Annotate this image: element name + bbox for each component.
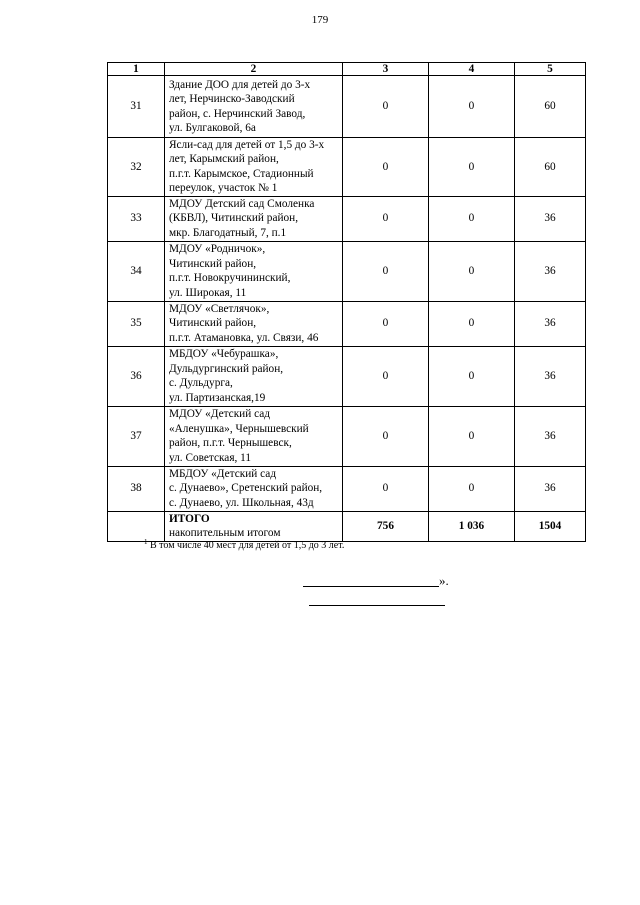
institution-name-cell <box>165 241 343 301</box>
table-row <box>108 346 586 406</box>
table-row <box>108 466 586 511</box>
value-cell-c5: 36 <box>515 346 586 406</box>
value-cell-c3: 0 <box>343 301 429 346</box>
institution-name-cell <box>165 346 343 406</box>
institution-name-line: Здание ДОО для детей до 3-х <box>169 78 311 91</box>
total-num-cell <box>108 511 165 541</box>
institution-name-line: ул. Советская, 11 <box>169 451 252 464</box>
institution-name-cell <box>165 466 343 511</box>
institution-name-line: ул. Булгаковой, 6а <box>169 121 256 134</box>
value-cell-c3: 0 <box>343 138 429 197</box>
value-cell-c5: 60 <box>515 76 586 138</box>
header-col-1: 1 <box>108 63 165 76</box>
row-number-cell: 31 <box>108 76 165 138</box>
institution-name-line: район, п.г.т. Чернышевск, <box>169 437 292 450</box>
table-row <box>108 76 586 138</box>
institution-name-line: ул. Широкая, 11 <box>169 286 247 299</box>
total-label-cell <box>165 511 343 541</box>
value-cell-c5: 36 <box>515 466 586 511</box>
institution-name-line: МДОУ «Светлячок», <box>169 303 270 316</box>
institution-name-line: мкр. Благодатный, 7, п.1 <box>169 226 287 239</box>
page-number: 179 <box>311 14 329 26</box>
institution-name-line: Читинский район, <box>169 317 257 330</box>
header-col-4: 4 <box>429 63 515 76</box>
places-table <box>107 62 586 542</box>
value-cell-c3: 0 <box>343 466 429 511</box>
row-number-cell: 32 <box>108 138 165 197</box>
header-col-3: 3 <box>343 63 429 76</box>
row-number-cell: 36 <box>108 346 165 406</box>
institution-name-line: ул. Партизанская,19 <box>169 391 266 404</box>
value-cell-c4: 0 <box>429 138 515 197</box>
table-row <box>108 138 586 197</box>
header-row <box>108 63 586 76</box>
footnote <box>144 540 344 551</box>
value-cell-c4: 0 <box>429 301 515 346</box>
value-cell-c5: 36 <box>515 196 586 241</box>
value-cell-c4: 0 <box>429 241 515 301</box>
closing-quote: ». <box>439 573 449 588</box>
total-col-4: 1 036 <box>429 511 515 541</box>
total-col-3: 756 <box>343 511 429 541</box>
institution-name-line: Ясли-сад для детей от 1,5 до 3-х <box>169 139 325 151</box>
value-cell-c3: 0 <box>343 76 429 138</box>
institution-name-line: с. Дунаево», Сретенский район, <box>169 482 323 495</box>
value-cell-c4: 0 <box>429 346 515 406</box>
value-cell-c3: 0 <box>343 196 429 241</box>
value-cell-c4: 0 <box>429 466 515 511</box>
institution-name-line: Читинский район, <box>169 257 257 270</box>
table-row <box>108 196 586 241</box>
institution-name-cell <box>165 76 343 138</box>
header-col-5: 5 <box>515 63 586 76</box>
institution-name-line: район, с. Нерчинский Завод, <box>169 107 306 120</box>
institution-name-line: МДОУ «Детский сад <box>169 408 271 421</box>
signature-line-2 <box>309 591 445 606</box>
institution-name-cell <box>165 301 343 346</box>
institution-name-line: п.г.т. Карымское, Стадионный <box>169 167 314 180</box>
footnote-text: В том числе 40 мест для детей от 1,5 до 3 лет. <box>147 540 345 551</box>
value-cell-c4: 0 <box>429 196 515 241</box>
institution-name-cell <box>165 406 343 466</box>
institution-name-cell <box>165 138 343 197</box>
institution-name-line: п.г.т. Новокручининский, <box>169 272 291 285</box>
table-row <box>108 241 586 301</box>
institution-name-line: (КБВЛ), Читинский район, <box>169 212 299 225</box>
table-header <box>108 63 586 76</box>
value-cell-c5: 36 <box>515 406 586 466</box>
row-number-cell: 37 <box>108 406 165 466</box>
total-sublabel: накопительным итогом <box>169 527 281 540</box>
institution-name-cell <box>165 196 343 241</box>
value-cell-c3: 0 <box>343 346 429 406</box>
table-row <box>108 301 586 346</box>
institution-name-line: МДОУ Детский сад Смоленка <box>169 198 315 211</box>
row-number-cell: 34 <box>108 241 165 301</box>
institution-name-line: п.г.т. Атамановка, ул. Связи, 46 <box>169 331 319 344</box>
value-cell-c5: 36 <box>515 301 586 346</box>
value-cell-c4: 0 <box>429 406 515 466</box>
total-col-5: 1504 <box>515 511 586 541</box>
institution-name-line: с. Дульдурга, <box>169 377 233 390</box>
institution-name-line: МБДОУ «Детский сад <box>169 468 277 481</box>
institution-name-line: МДОУ «Родничок», <box>169 243 266 256</box>
value-cell-c5: 60 <box>515 138 586 197</box>
signature-line-1 <box>303 572 439 587</box>
institution-name-line: лет, Нерчинско-Заводский <box>169 93 295 106</box>
total-row <box>108 511 586 541</box>
table-row <box>108 406 586 466</box>
row-number-cell: 35 <box>108 301 165 346</box>
table-body <box>108 76 586 512</box>
institution-name-line: «Аленушка», Чернышевский <box>169 422 309 435</box>
institution-name-line: Дульдургинский район, <box>169 362 284 375</box>
value-cell-c3: 0 <box>343 241 429 301</box>
row-number-cell: 33 <box>108 196 165 241</box>
value-cell-c5: 36 <box>515 241 586 301</box>
value-cell-c4: 0 <box>429 76 515 138</box>
table-total <box>108 511 586 541</box>
header-col-2: 2 <box>165 63 343 76</box>
value-cell-c3: 0 <box>343 406 429 466</box>
institution-name-line: с. Дунаево, ул. Школьная, 43д <box>169 496 314 509</box>
institution-name-line: МБДОУ «Чебурашка», <box>169 348 279 361</box>
institution-name-line: лет, Карымский район, <box>169 153 279 166</box>
institution-name-line: переулок, участок № 1 <box>169 182 278 195</box>
total-label: ИТОГО <box>169 512 210 525</box>
row-number-cell: 38 <box>108 466 165 511</box>
footnote-marker: 1 <box>144 538 148 546</box>
